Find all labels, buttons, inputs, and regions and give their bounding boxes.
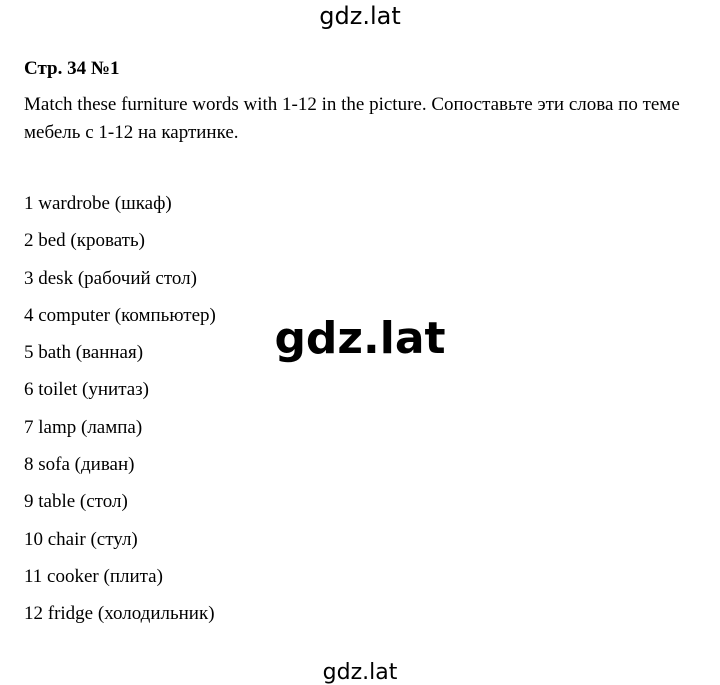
list-item: 9 table (стол): [24, 491, 128, 513]
list-item: 12 fridge (холодильник): [24, 603, 215, 625]
watermark-top: gdz.lat: [319, 2, 401, 30]
word-list: [24, 190, 216, 638]
watermark-bottom: gdz.lat: [322, 660, 398, 685]
list-item: 8 sofa (диван): [24, 454, 135, 476]
list-item: 1 wardrobe (шкаф): [24, 193, 172, 214]
list-item: 3 desk (рабочий стол): [24, 267, 197, 289]
exercise-heading: Стр. 34 №1: [24, 58, 120, 79]
list-item: 4 computer (компьютер): [24, 304, 216, 326]
list-item: 11 cooker (плита): [24, 565, 163, 587]
exercise-instruction: Match these furniture words with 1-12 in the picture. Сопоставьте эти слова по теме мебель с 1-12 на картинке.: [24, 94, 680, 143]
list-item: 7 lamp (лампа): [24, 416, 143, 438]
list-item: 2 bed (кровать): [24, 230, 145, 252]
watermark-middle: gdz.lat: [274, 313, 446, 364]
list-item: 10 chair (стул): [24, 528, 138, 550]
list-item: 5 bath (ванная): [24, 342, 144, 364]
list-item: 6 toilet (унитаз): [24, 379, 150, 401]
